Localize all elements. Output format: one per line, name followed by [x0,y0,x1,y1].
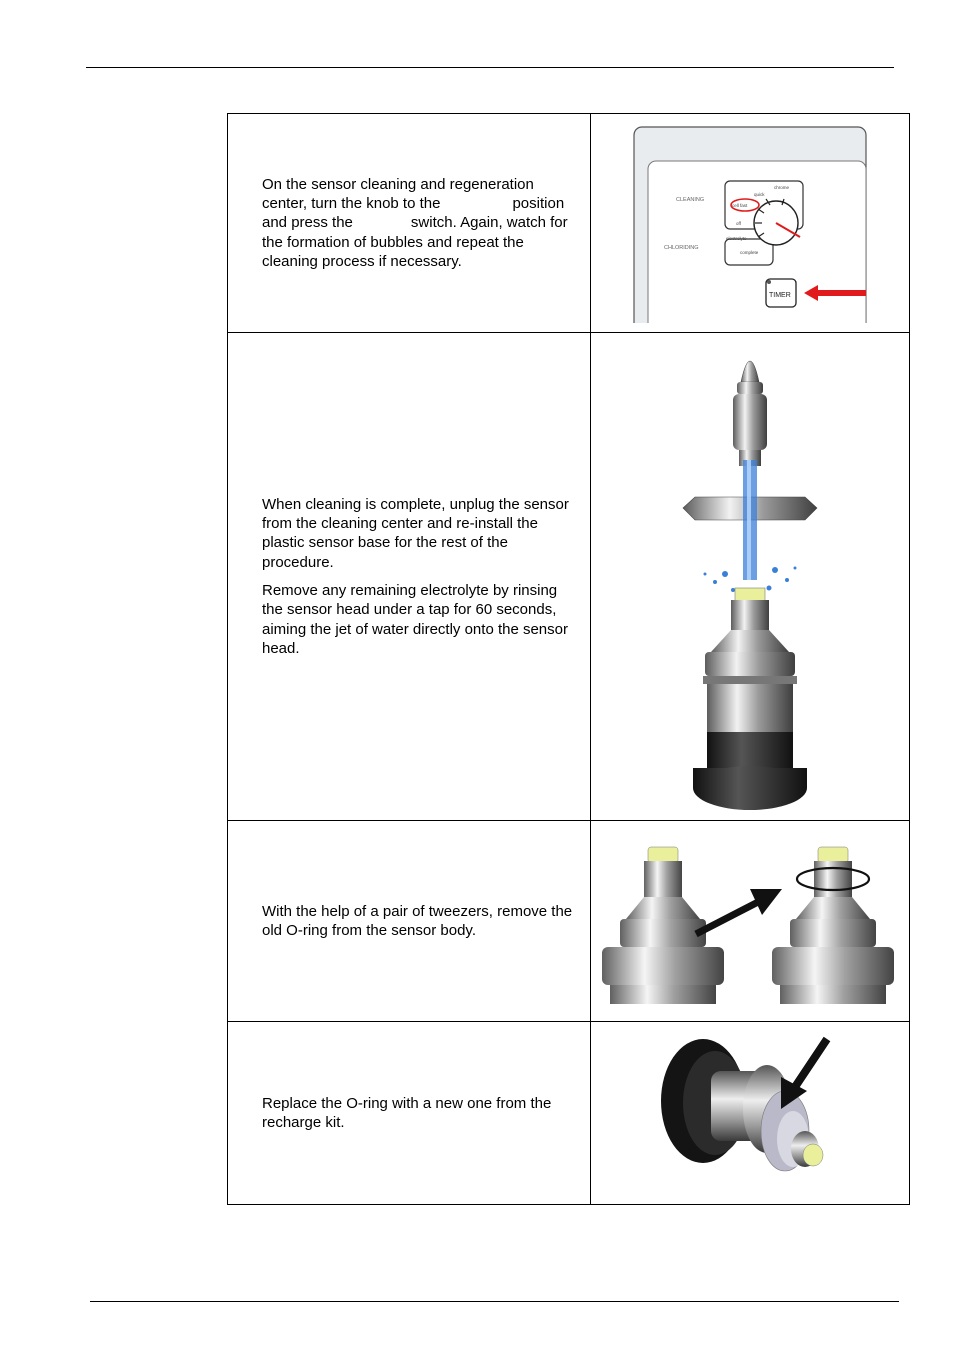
step-image-cell [591,114,910,333]
step-paragraph: With the help of a pair of tweezers, remove the old O-ring from the sensor body. [262,902,573,939]
procedure-table [227,113,910,1205]
cleaning-center-panel [630,123,870,323]
step-image-cell [591,1022,910,1205]
dial-label: cell fast [732,203,748,208]
step-text-cell [228,114,591,333]
panel-label-cleaning: CLEANING [676,197,705,203]
table-row [228,1022,910,1205]
timer-label: TIMER [769,292,791,299]
step-image-cell [591,821,910,1022]
dial-label: complete [740,250,759,255]
step-text-cell [228,821,591,1022]
sensor-head-icon [772,847,894,1004]
sensor-body-icon [693,588,807,810]
sensor-side-icon [661,1039,823,1171]
step-text-cell [228,333,591,821]
water-jet-icon [704,460,797,592]
step-paragraph: On the sensor cleaning and regeneration center, turn the knob to the position and press the switch. Again, watch for the formation of bubbles and repeat the cleaning process if necessary. [262,175,568,270]
black-arrow-icon [781,1039,827,1109]
o-ring-removal-illustration [600,839,900,1004]
table-row [228,114,910,333]
table-row [228,821,910,1022]
step-paragraph: When cleaning is complete, unplug the sensor from the cleaning center and re-install the plastic sensor base for the rest of the procedure. [262,495,569,571]
rinsing-illustration [675,342,825,812]
black-arrow-icon [696,889,782,934]
step-image-cell [591,333,910,821]
dial-label: chrome [774,185,790,190]
dial-label: off [736,221,741,226]
dial-label: quick [754,192,765,197]
header-rule [86,67,894,68]
footer-rule [90,1301,899,1302]
dial-label: electrolyte [726,236,747,241]
panel-label-chloriding: CHLORIDING [664,245,699,251]
step-paragraph: Replace the O-ring with a new one from the recharge kit. [262,1094,552,1131]
step-paragraph: Remove any remaining electrolyte by rinsing the sensor head under a tap for 60 seconds, aiming the jet of water directly onto the sensor head. [262,582,568,657]
table-row [228,333,910,821]
step-text-cell [228,1022,591,1205]
o-ring-replacement-illustration [645,1033,855,1193]
